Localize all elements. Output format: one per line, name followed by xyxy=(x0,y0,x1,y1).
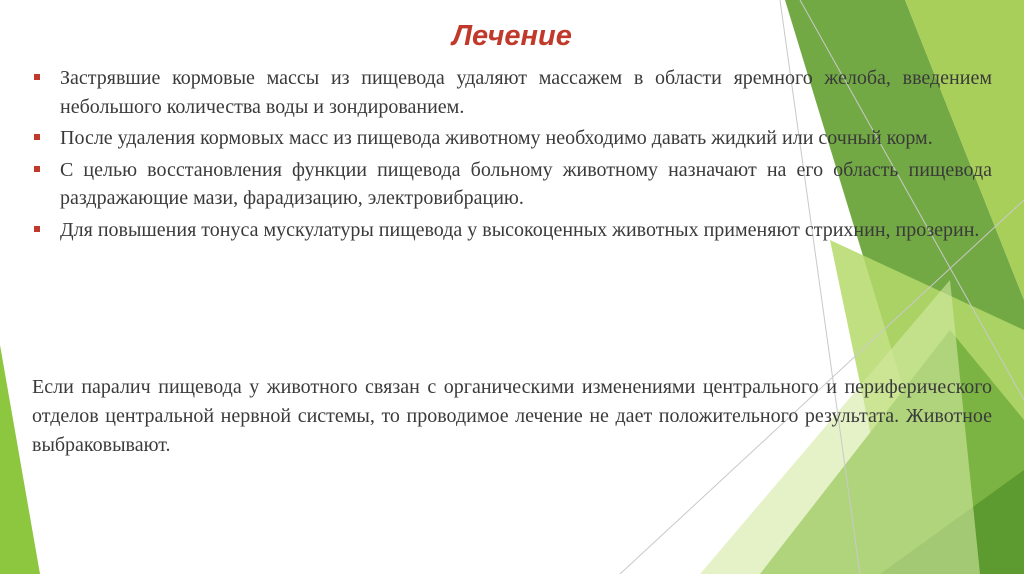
bullet-list xyxy=(32,64,992,247)
bullet-square-icon xyxy=(34,166,40,172)
bullet-text: С целью восстановления функции пищевода больному животному назначают на его область пищевода раздражающие мази, фарадизацию, электровибрацию. xyxy=(60,158,992,209)
bullet-text: Для повышения тонуса мускулатуры пищевода у высокоценных животных применяют стрихнин, прозерин. xyxy=(60,218,980,241)
conclusion-paragraph: Если паралич пищевода у животного связан с органическими изменениями центрального и периферического отделов центральной нервной системы, то проводимое лечение не дает положительного результата. Животное выбраковывают. xyxy=(32,376,992,456)
bullet-item xyxy=(32,64,992,121)
bullet-item xyxy=(32,216,992,245)
bullet-square-icon xyxy=(34,74,40,80)
bullet-item xyxy=(32,156,992,213)
bullet-square-icon xyxy=(34,134,40,140)
bullet-square-icon xyxy=(34,226,40,232)
bullet-text: После удаления кормовых масс из пищевода животному необходимо давать жидкий или сочный корм. xyxy=(60,127,933,149)
bullet-item xyxy=(32,124,992,153)
bullet-text: Застрявшие кормовые массы из пищевода удаляют массажем в области яремного желоба, введением небольшого количества воды и зондированием. xyxy=(60,67,992,118)
slide-title: Лечение xyxy=(452,20,572,52)
